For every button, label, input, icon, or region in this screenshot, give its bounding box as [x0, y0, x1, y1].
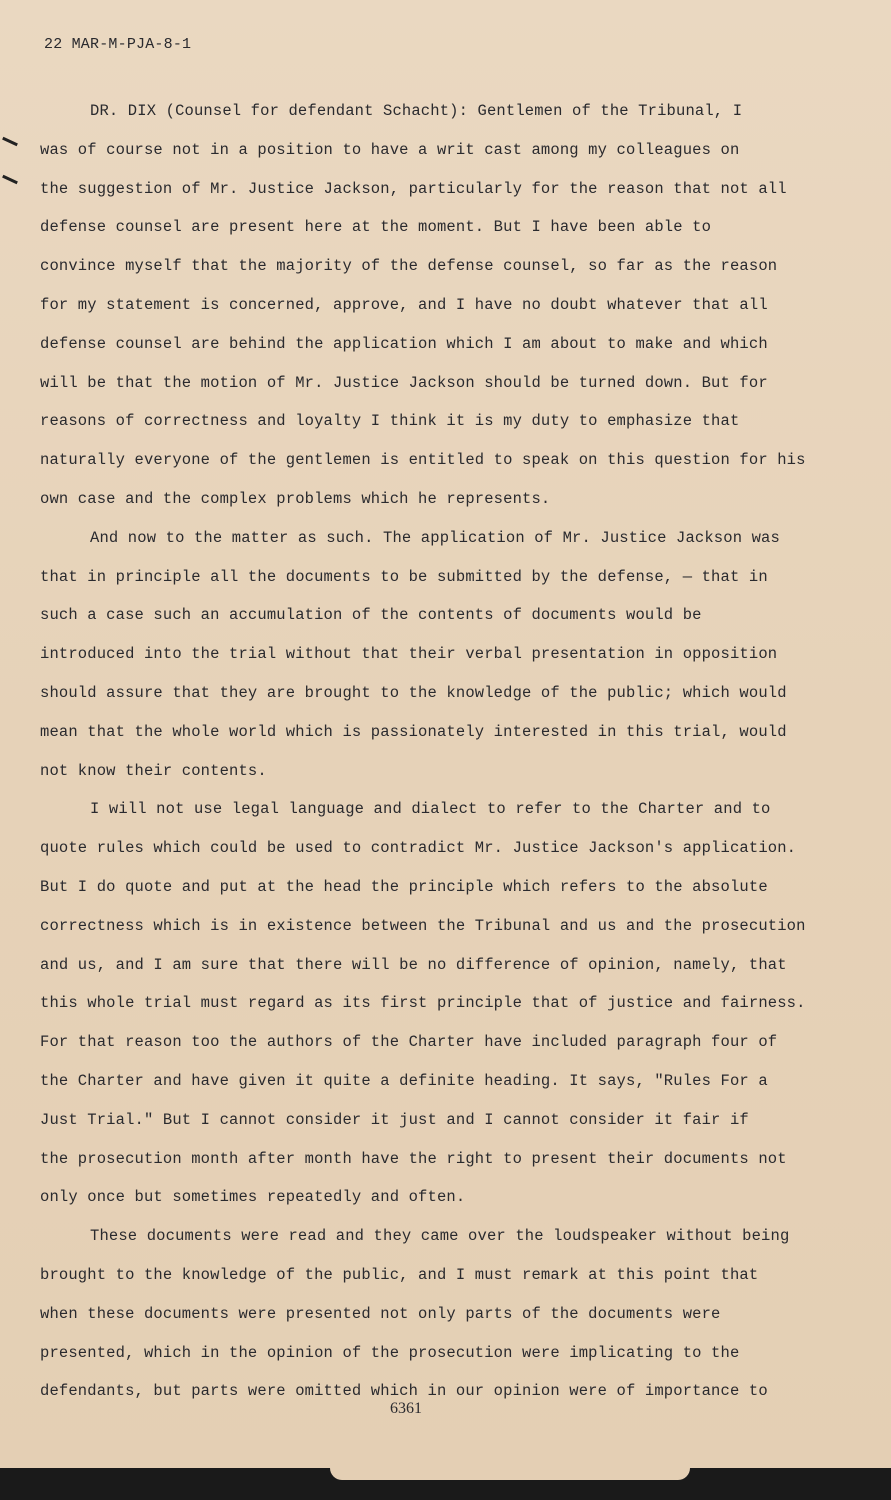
text-line: for my statement is concerned, approve, and I have no doubt whatever that all [40, 295, 768, 314]
scan-edge [0, 1468, 891, 1500]
text-line: These documents were read and they came over the loudspeaker without being [90, 1227, 790, 1246]
text-line: was of course not in a position to have a writ cast among my colleagues on [40, 140, 740, 159]
text-line: such a case such an accumulation of the contents of documents would be [40, 606, 702, 625]
document-reference: 22 MAR-M-PJA-8-1 [44, 36, 192, 53]
text-line: the suggestion of Mr. Justice Jackson, particularly for the reason that not all [40, 179, 787, 198]
text-line: and us, and I am sure that there will be no difference of opinion, namely, that [40, 955, 787, 974]
text-line: defendants, but parts were omitted which in our opinion were of importance to [40, 1382, 768, 1401]
text-line: For that reason too the authors of the Charter have included paragraph four of [40, 1033, 778, 1052]
text-line: own case and the complex problems which he represents. [40, 489, 551, 508]
text-line: correctness which is in existence between the Tribunal and us and the prosecution [40, 916, 806, 935]
text-line: Just Trial." But I cannot consider it just and I cannot consider it fair if [40, 1110, 749, 1129]
margin-mark [2, 175, 18, 184]
text-line: that in principle all the documents to be submitted by the defense, — that in [40, 567, 768, 586]
text-line: defense counsel are present here at the moment. But I have been able to [40, 218, 712, 237]
text-line: quote rules which could be used to contradict Mr. Justice Jackson's application. [40, 839, 797, 858]
text-line: not know their contents. [40, 761, 267, 780]
text-line: the Charter and have given it quite a definite heading. It says, "Rules For a [40, 1071, 768, 1090]
margin-mark [2, 137, 18, 146]
text-line: brought to the knowledge of the public, and I must remark at this point that [40, 1265, 759, 1284]
text-line: when these documents were presented not only parts of the documents were [40, 1304, 721, 1323]
text-line: only once but sometimes repeatedly and often. [40, 1188, 466, 1207]
text-line: reasons of correctness and loyalty I think it is my duty to emphasize that [40, 412, 740, 431]
text-line: introduced into the trial without that their verbal presentation in opposition [40, 645, 778, 664]
page-number: 6361 [390, 1400, 422, 1417]
text-line: this whole trial must regard as its first principle that of justice and fairness. [40, 994, 806, 1013]
text-line: will be that the motion of Mr. Justice Jackson should be turned down. But for [40, 373, 768, 392]
text-line: naturally everyone of the gentlemen is entitled to speak on this question for his [40, 451, 806, 470]
text-line: defense counsel are behind the application which I am about to make and which [40, 334, 768, 353]
text-line: should assure that they are brought to the knowledge of the public; which would [40, 683, 787, 702]
text-line: mean that the whole world which is passionately interested in this trial, would [40, 722, 787, 741]
text-line: And now to the matter as such. The application of Mr. Justice Jackson was [90, 528, 780, 547]
text-line: DR. DIX (Counsel for defendant Schacht): Gentlemen of the Tribunal, I [90, 102, 743, 120]
paper-edge [330, 1468, 690, 1480]
text-line: presented, which in the opinion of the prosecution were implicating to the [40, 1343, 740, 1362]
text-line: convince myself that the majority of the defense counsel, so far as the reason [40, 257, 778, 276]
text-line: I will not use legal language and dialect to refer to the Charter and to [90, 800, 771, 819]
text-line: the prosecution month after month have the right to present their documents not [40, 1149, 787, 1168]
text-line: But I do quote and put at the head the principle which refers to the absolute [40, 877, 768, 896]
transcript-body [40, 92, 840, 1411]
